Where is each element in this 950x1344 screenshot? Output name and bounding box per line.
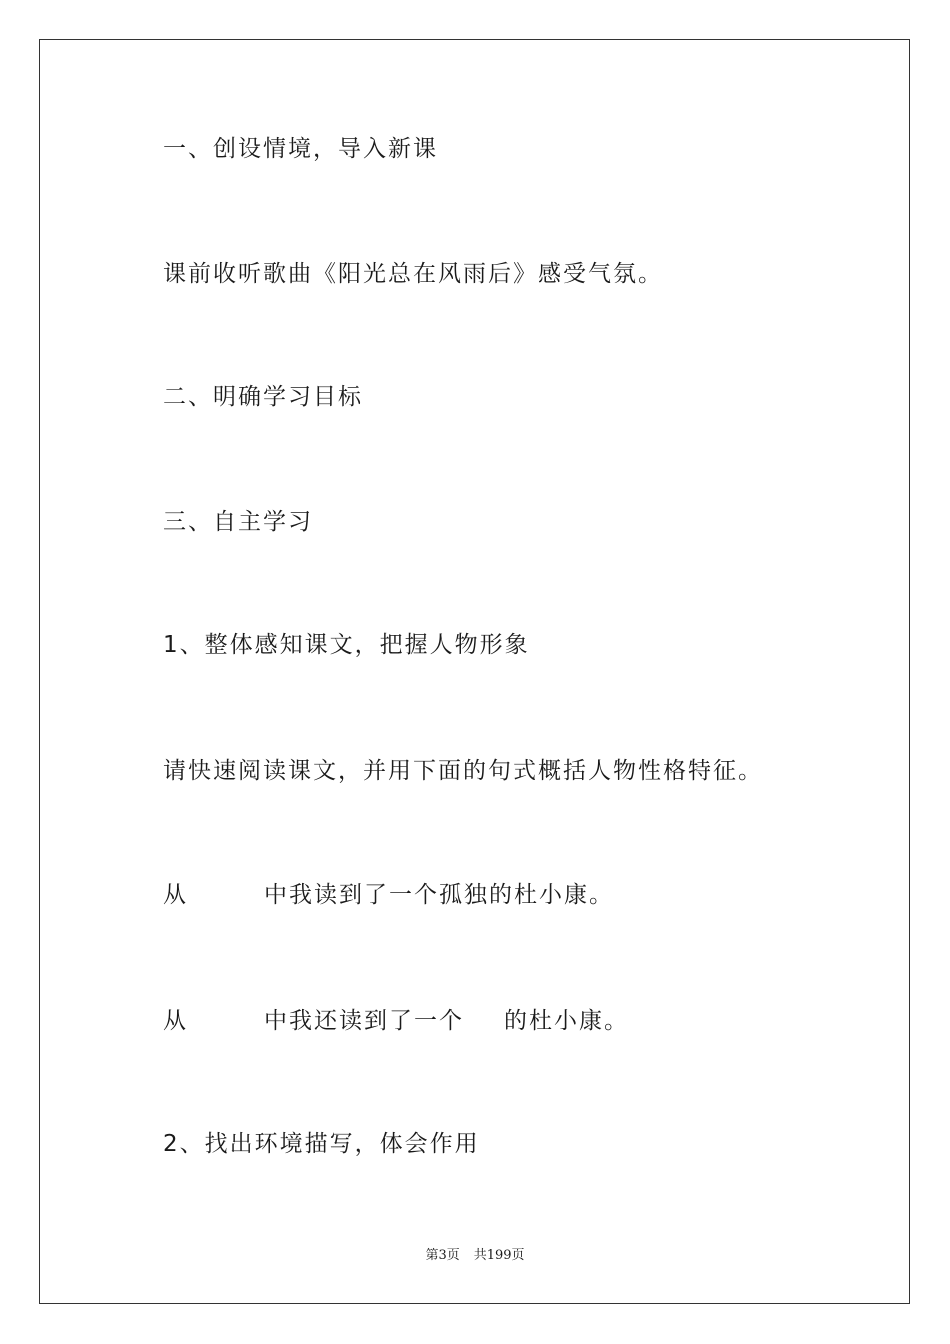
paragraph-instruction: 请快速阅读课文，并用下面的句式概括人物性格特征。 xyxy=(163,758,763,784)
heading-self-study: 三、自主学习 xyxy=(163,509,313,535)
sentence-2-start: 从 xyxy=(163,1008,188,1034)
heading-goals: 二、明确学习目标 xyxy=(163,384,363,410)
sentence-1-start: 从 xyxy=(163,882,188,908)
page-total: 共199页 xyxy=(473,1248,525,1263)
fill-in-sentence-1 xyxy=(163,880,614,910)
paragraph-song: 课前收听歌曲《阳光总在风雨后》感受气氛。 xyxy=(163,261,663,287)
fill-in-sentence-2 xyxy=(163,1006,629,1036)
sentence-2-middle: 中我还读到了一个 xyxy=(264,1008,464,1034)
sentence-1-end: 中我读到了一个孤独的杜小康。 xyxy=(264,882,614,908)
page-number: 第3页 xyxy=(425,1248,460,1263)
subheading-overall: 1、整体感知课文，把握人物形象 xyxy=(163,632,530,658)
sentence-2-end: 的杜小康。 xyxy=(504,1008,629,1034)
heading-intro: 一、创设情境，导入新课 xyxy=(163,136,438,162)
page-footer xyxy=(0,1248,950,1264)
page-border xyxy=(39,39,910,1304)
subheading-environment: 2、找出环境描写，体会作用 xyxy=(163,1131,480,1157)
